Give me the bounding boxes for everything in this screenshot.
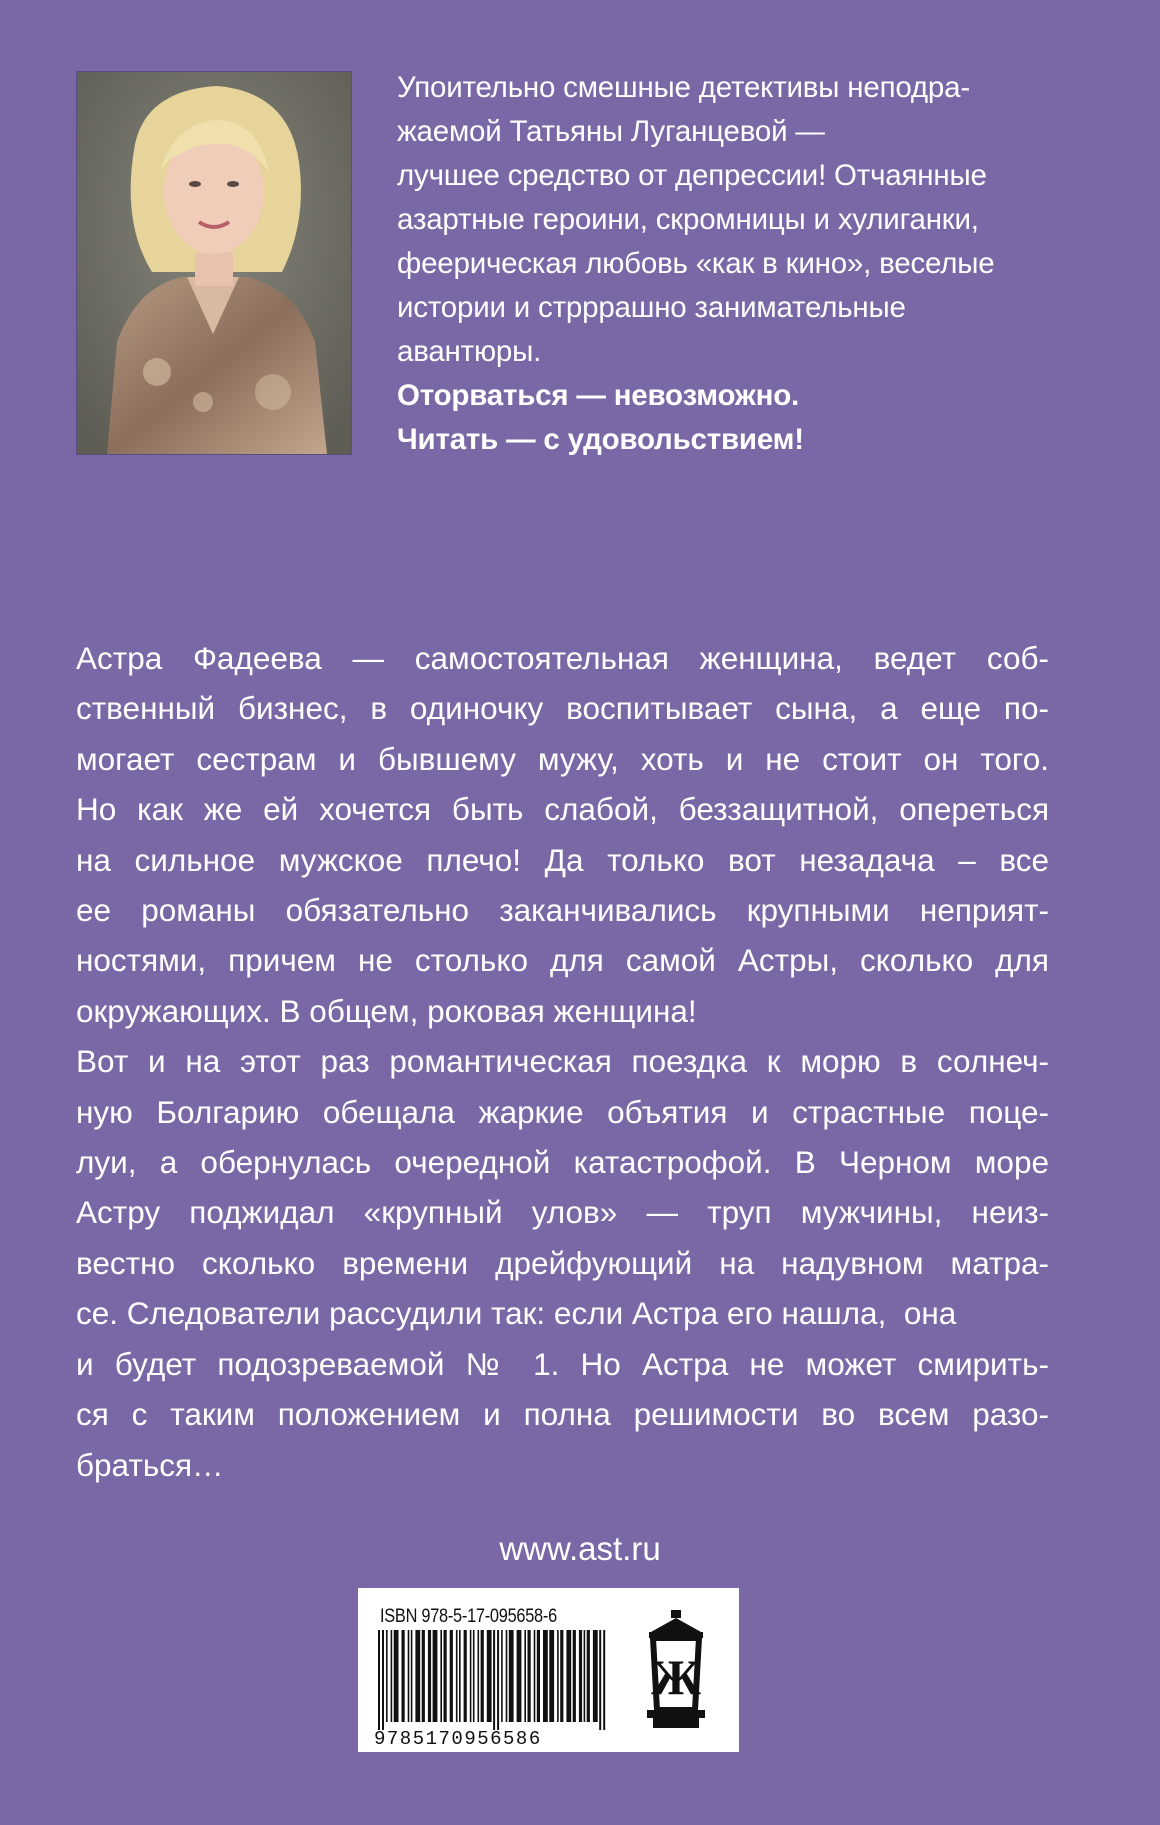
blurb-line: лучшее средство от депрессии! Отчаянные [397,159,987,192]
blurb-line: Упоительно смешные детективы неподра- [397,71,970,104]
synopsis-line: Астру поджидал «крупный улов» — труп мужчины, неиз- [76,1194,1049,1231]
synopsis-line: и будет подозреваемой № 1. Но Астра не может смирить- [76,1345,1049,1382]
blurb-line: авантюры. [397,335,542,368]
blurb-line: жаемой Татьяны Луганцевой — [397,115,825,148]
synopsis-line: вестно сколько времени дрейфующий на надувном матра- [76,1244,1049,1281]
synopsis-line: се. Следователи рассудили так: если Астра его нашла, она [76,1295,957,1332]
blurb-line: истории и стрррашно занимательные [397,291,906,324]
synopsis-line: могает сестрам и бывшему мужу, хоть и не стоит он того. [76,740,1049,777]
barcode-digits: 9785170956586 [374,1728,542,1750]
publisher-website[interactable]: www.ast.ru [499,1530,661,1567]
synopsis-line: ную Болгарию обещала жаркие объятия и страстные поце- [76,1093,1049,1130]
blurb-line: феерическая любовь «как в кино», веселые [397,247,995,280]
synopsis-line: ее романы обязательно заканчивались крупными неприят- [76,892,1049,929]
publisher-lantern-logo-icon [641,1610,711,1730]
synopsis-line: Но как же ей хочется быть слабой, беззащитной, опереться [76,791,1049,828]
synopsis-line: ственный бизнес, в одиночку воспитывает сына, а еще по- [76,690,1049,727]
blurb-tagline: Оторваться — невозможно. [397,379,800,412]
blurb-tagline: Читать — с удовольствием! [397,423,804,456]
synopsis-line: ся с таким положением и полна решимости во всем разо- [76,1396,1049,1433]
logo-letter: Ж [651,1649,701,1705]
isbn-text: ISBN 978-5-17-095658-6 [380,1606,557,1627]
synopsis-line: луи, а обернулась очередной катастрофой. В Черном море [76,1144,1049,1181]
synopsis-line: браться… [76,1446,224,1483]
blurb [397,66,1097,462]
author-photo [76,71,352,455]
barcode-icon [374,1630,610,1730]
synopsis [76,633,1049,1490]
barcode-block [358,1588,739,1752]
synopsis-line: на сильное мужское плечо! Да только вот незадача – все [76,841,1049,878]
synopsis-line: Астра Фадеева — самостоятельная женщина, ведет соб- [76,640,1049,676]
synopsis-line: ностями, причем не столько для самой Астры, сколько для [76,942,1049,979]
synopsis-line: Вот и на этот раз романтическая поездка к морю в солнеч- [76,1043,1049,1080]
synopsis-line: окружающих. В общем, роковая женщина! [76,992,697,1029]
blurb-line: азартные героини, скромницы и хулиганки, [397,203,979,236]
